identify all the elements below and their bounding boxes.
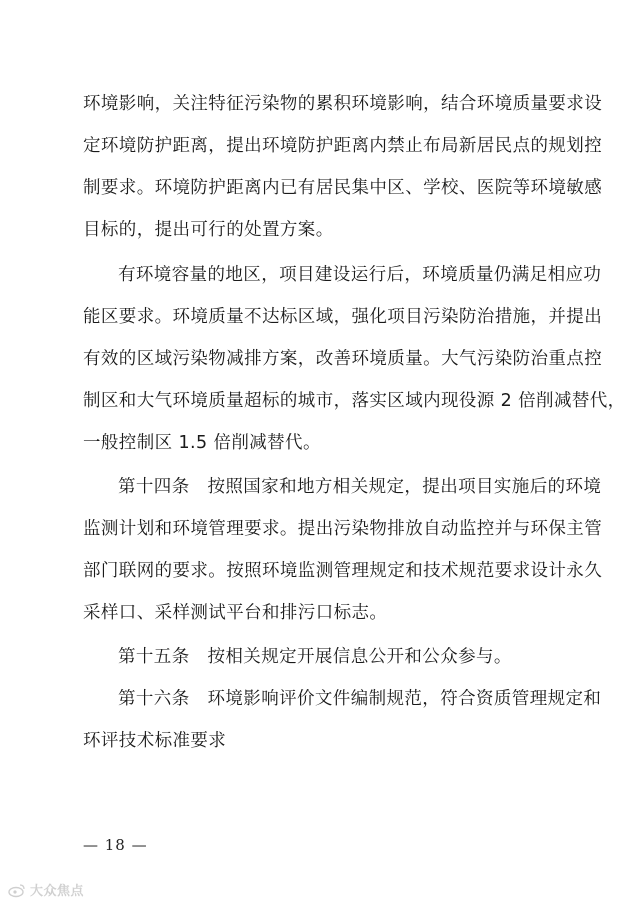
text-line-8: 制区和大气环境质量超标的城市，落实区域内现役源 2 倍削减替代，: [83, 391, 626, 411]
text-line-12: 部门联网的要求。按照环境监测管理规定和技术规范要求设计永久: [83, 561, 603, 581]
text-line-16: 环评技术标准要求: [83, 731, 227, 751]
text-line-5: 有环境容量的地区，项目建设运行后，环境质量仍满足相应功: [118, 265, 602, 285]
text-line-9: 一般控制区 1.5 倍削减替代。: [83, 433, 321, 453]
text-line-15: 第十六条 环境影响评价文件编制规范，符合资质管理规定和: [118, 689, 602, 709]
text-line-3: 制要求。环境防护距离内已有居民集中区、学校、医院等环境敏感: [83, 178, 603, 198]
text-line-6: 能区要求。环境质量不达标区域，强化项目污染防治措施，并提出: [83, 307, 603, 327]
text-line-11: 监测计划和环境管理要求。提出污染物排放自动监控并与环保主管: [83, 519, 603, 539]
text-line-4: 目标的，提出可行的处置方案。: [83, 220, 334, 240]
text-line-14: 第十五条 按相关规定开展信息公开和公众参与。: [118, 647, 512, 667]
weibo-logo-icon: [8, 882, 26, 898]
text-line-2: 定环境防护距离，提出环境防护距离内禁止布局新居民点的规划控: [83, 136, 603, 156]
text-line-1: 环境影响，关注特征污染物的累积环境影响，结合环境质量要求设: [83, 94, 603, 114]
text-line-10: 第十四条 按照国家和地方相关规定，提出项目实施后的环境: [118, 477, 602, 497]
text-line-7: 有效的区域污染物减排方案，改善环境质量。大气污染防治重点控: [83, 349, 603, 369]
watermark-text: 大众焦点: [30, 884, 85, 899]
page-number: — 18 —: [83, 836, 148, 854]
watermark: [8, 880, 84, 899]
text-line-13: 采样口、采样测试平台和排污口标志。: [83, 603, 388, 623]
